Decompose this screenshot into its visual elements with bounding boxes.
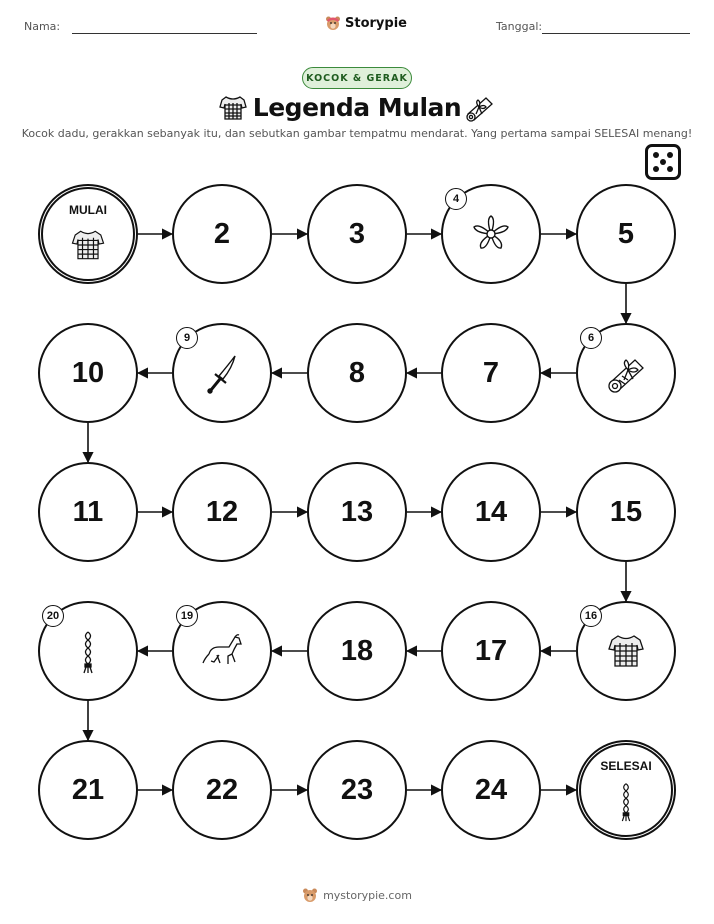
- board-cell-24: [441, 740, 541, 840]
- cell-number: 2: [213, 217, 231, 250]
- armor-icon: [67, 224, 109, 266]
- game-type-badge: KOCOK & GERAK: [302, 67, 412, 89]
- braid-icon: [605, 780, 647, 822]
- cell-number-badge: 16: [580, 605, 602, 627]
- board-cell-22: [172, 740, 272, 840]
- cell-number-badge: 9: [176, 327, 198, 349]
- cell-number: 7: [482, 356, 500, 389]
- armor-icon: [603, 628, 649, 674]
- board-cell-10: [38, 323, 138, 423]
- board-cell-5: [576, 184, 676, 284]
- board-cell-1: [38, 184, 138, 284]
- board-cell-8: [307, 323, 407, 423]
- board-cell-14: [441, 462, 541, 562]
- cell-number: 11: [72, 495, 104, 528]
- scroll-icon: [603, 350, 649, 396]
- board-cell-13: [307, 462, 407, 562]
- cell-number: 15: [609, 495, 643, 528]
- brand-name: Storypie: [345, 15, 407, 31]
- board-cell-12: [172, 462, 272, 562]
- cell-number: 5: [617, 217, 635, 250]
- cell-number: 3: [348, 217, 366, 250]
- board-cell-6: [576, 323, 676, 423]
- braid-icon: [65, 628, 111, 674]
- cell-number: 17: [474, 634, 508, 667]
- cell-number-badge: 19: [176, 605, 198, 627]
- date-label: Tanggal:: [496, 20, 543, 33]
- board-cell-7: [441, 323, 541, 423]
- board-cell-3: [307, 184, 407, 284]
- start-label: MULAI: [69, 203, 107, 217]
- cell-number: 24: [474, 773, 508, 806]
- cell-number: 22: [205, 773, 239, 806]
- footer: [0, 887, 714, 903]
- board-cell-17: [441, 601, 541, 701]
- board-cell-4: [441, 184, 541, 284]
- board-cell-11: [38, 462, 138, 562]
- name-label: Nama:: [24, 20, 61, 33]
- cell-number: 12: [205, 495, 239, 528]
- cell-number: 23: [340, 773, 374, 806]
- horse-icon: [199, 628, 245, 674]
- bear-icon: [302, 887, 318, 903]
- cell-number: 18: [340, 634, 374, 667]
- cell-number: 14: [474, 495, 508, 528]
- footer-url: mystorypie.com: [323, 888, 412, 902]
- board-cell-18: [307, 601, 407, 701]
- board-cell-21: [38, 740, 138, 840]
- board-cell-9: [172, 323, 272, 423]
- cell-number: 10: [71, 356, 105, 389]
- board-cell-25: [576, 740, 676, 840]
- board-cell-23: [307, 740, 407, 840]
- cell-number-badge: 4: [445, 188, 467, 210]
- board-cell-19: [172, 601, 272, 701]
- board-cell-20: [38, 601, 138, 701]
- board-cell-2: [172, 184, 272, 284]
- flower-icon: [468, 211, 514, 257]
- cell-number-badge: 6: [580, 327, 602, 349]
- instructions: Kocok dadu, gerakkan sebanyak itu, dan sebutkan gambar tempatmu mendarat. Yang pertama sampai SELESAI menang!: [21, 127, 693, 140]
- sword-icon: [199, 350, 245, 396]
- cell-number: 8: [348, 356, 366, 389]
- page-title: Legenda Mulan: [252, 93, 462, 122]
- board-cell-16: [576, 601, 676, 701]
- cell-number: 21: [71, 773, 105, 806]
- board-cell-15: [576, 462, 676, 562]
- cell-number-badge: 20: [42, 605, 64, 627]
- cell-number: 13: [340, 495, 374, 528]
- finish-label: SELESAI: [600, 759, 652, 773]
